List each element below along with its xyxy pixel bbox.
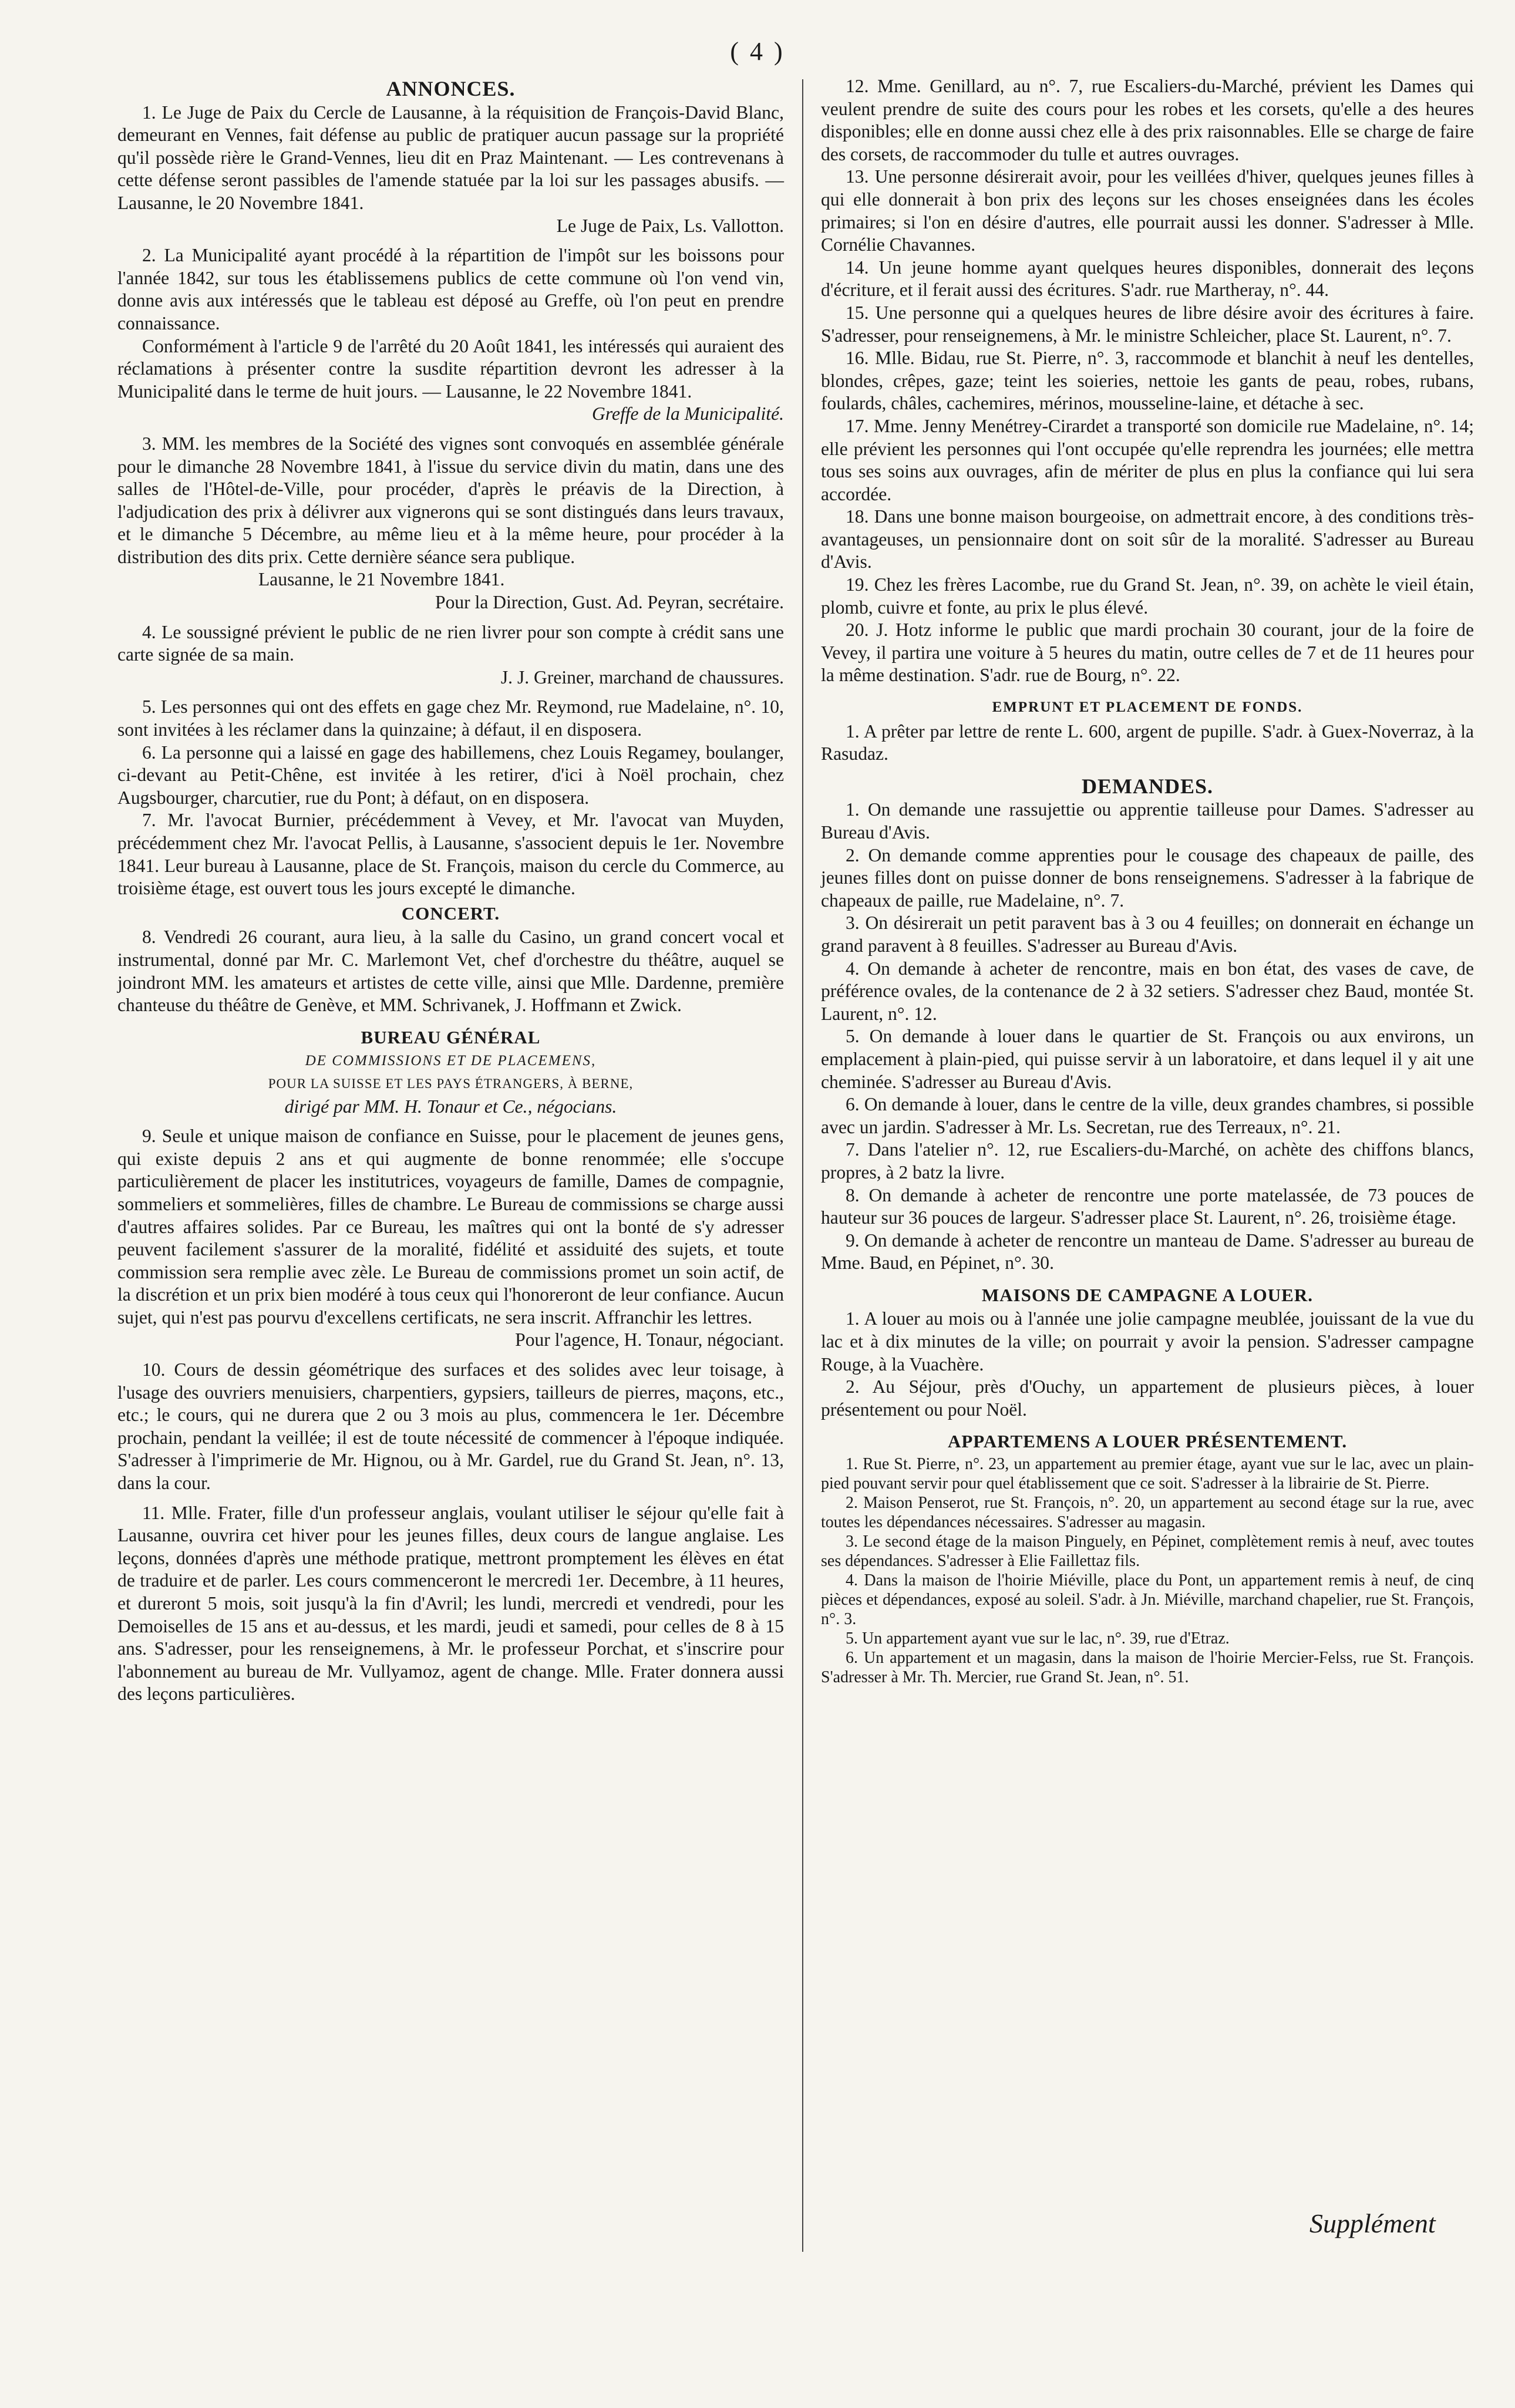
announcement: 3. Le second étage de la maison Pinguely, en Pépinet, complètement remis à neuf, avec toutes ses dépendances. S'adresser à Elie Faillettaz fils. bbox=[821, 1533, 1474, 1571]
catchword: Supplément bbox=[1309, 2208, 1436, 2238]
announcement: 18. Dans une bonne maison bourgeoise, on admettrait encore, à des conditions très-avantageuses, un pensionnaire dont on soit sûr de la moralité. S'adresser au Bureau d'Avis. bbox=[821, 506, 1474, 572]
announcement: 5. Les personnes qui ont des effets en gage chez Mr. Reymond, rue Madelaine, n°. 10, sont invitées à les réclamer dans la quinzaine; à défaut, il en disposera. bbox=[117, 696, 784, 740]
announcement: 6. Un appartement et un magasin, dans la maison de l'hoirie Mercier-Felss, rue St. François. S'adresser à Mr. Th. Mercier, rue Grand St. Jean, n°. 51. bbox=[821, 1649, 1474, 1687]
bureau-heading: BUREAU GÉNÉRAL bbox=[361, 1026, 541, 1048]
announcement: 7. Mr. l'avocat Burnier, précédemment à Vevey, et Mr. l'avocat van Muyden, précédemment chez Mr. l'avocat Pellis, à Lausanne, s'associent depuis le 1er. Novembre 1841. Leur bureau à Lausanne, place de St. François, maison du cercle du Commerce, au troisième étage, est ouvert tous les jours excepté le dimanche. bbox=[117, 810, 784, 899]
announcement: 1. Le Juge de Paix du Cercle de Lausanne, à la réquisition de François-David Blanc, demeurant en Vennes, fait défense au public de pratiquer aucun passage sur la propriété qu'il possède rière le Grand-Vennes, lieu dit en Praz Maintenant. — Les contrevenans à cette défense seront passibles de l'amende statuée par la loi sur les passages abusifs. — Lausanne, le 20 Novembre 1841. bbox=[117, 102, 784, 213]
announcement: 16. Mlle. Bidau, rue St. Pierre, n°. 3, raccommode et blanchit à neuf les dentelles, blondes, crêpes, gaze; teint les soieries, nettoie les gants de peau, robes, rubans, foulards, châles, cachemires, mérinos, mousseline-laine, et détache à sec. bbox=[821, 348, 1474, 414]
announcement: 4. On demande à acheter de rencontre, mais en bon état, des vases de cave, de préférence ovales, de la contenance de 2 à 32 setiers. S'adresser chez Baud, montée St. Laurent, n°. 12. bbox=[821, 958, 1474, 1024]
signature: Greffe de la Municipalité. bbox=[592, 403, 784, 425]
maisons-heading: MAISONS DE CAMPAGNE A LOUER. bbox=[982, 1284, 1313, 1305]
announcement: 4. Dans la maison de l'hoirie Miéville, place du Pont, un appartement remis à neuf, de cinq pièces et dépendances, exposé au soleil. S'adr. à Jn. Miéville, marchand chapelier, rue St. François, n°. 3. bbox=[821, 1571, 1474, 1629]
announcement: 4. Le soussigné prévient le public de ne rien livrer pour son compte à crédit sans une carte signée de sa main. bbox=[117, 621, 784, 665]
announcement: Conformément à l'article 9 de l'arrêté du 20 Août 1841, les intéressés qui auraient des réclamations à présenter contre la susdite répartition devront les adresser à la Municipalité dans le terme de huit jours. — Lausanne, le 22 Novembre 1841. bbox=[117, 335, 784, 402]
announcement: 2. On demande comme apprenties pour le cousage des chapeaux de paille, des jeunes filles dont on puisse donner de bons renseignemens. S'adresser à la fabrique de chapeaux de paille, rue Madelaine, n°. 7. bbox=[821, 844, 1474, 911]
left-column bbox=[117, 75, 784, 1706]
announcement: 15. Une personne qui a quelques heures de libre désire avoir des écritures à faire. S'adresser, pour renseignemens, à Mr. le ministre Schleicher, place St. Laurent, n°. 7. bbox=[821, 302, 1474, 346]
announcement: 2. Au Séjour, près d'Ouchy, un appartement de plusieurs pièces, à louer présentement ou pour Noël. bbox=[821, 1376, 1474, 1420]
announcement: 8. Vendredi 26 courant, aura lieu, à la salle du Casino, un grand concert vocal et instrumental, donné par Mr. C. Marlemont Vet, chef d'orchestre du théâtre, auquel se joindront MM. les amateurs et artistes de cette ville, ainsi que Mlle. Dardenne, première chanteuse du théâtre de Genève, et MM. Schrivanek, J. Hoffmann et Zwick. bbox=[117, 927, 784, 1016]
annonces-heading: ANNONCES. bbox=[386, 77, 516, 100]
page-number: ( 4 ) bbox=[730, 37, 785, 66]
announcement-date: Lausanne, le 21 Novembre 1841. bbox=[258, 569, 505, 590]
bureau-directors: dirigé par MM. H. Tonaur et Ce., négocians. bbox=[284, 1096, 617, 1117]
signature: Pour la Direction, Gust. Ad. Peyran, secrétaire. bbox=[435, 592, 784, 613]
bureau-subheading: DE COMMISSIONS ET DE PLACEMENS, bbox=[305, 1053, 597, 1069]
announcement: 14. Un jeune homme ayant quelques heures disponibles, donnerait des leçons d'écriture, et il ferait aussi des écritures. S'adr. rue Martheray, n°. 44. bbox=[821, 257, 1474, 301]
emprunt-heading: EMPRUNT ET PLACEMENT DE FONDS. bbox=[992, 699, 1303, 716]
right-column bbox=[821, 75, 1474, 1687]
announcement: 6. La personne qui a laissé en gage des habillemens, chez Louis Regamey, boulanger, ci-devant au Petit-Chêne, est invitée à les retirer, d'ici à Noël prochain, chez Augsbourger, charcutier, rue du Pont; à défaut, on en disposera. bbox=[117, 742, 784, 808]
announcement: 1. A louer au mois ou à l'année une jolie campagne meublée, jouissant de la vue du lac et à dix minutes de la ville; on pourrait y avoir la pension. S'adresser campagne Rouge, à la Vuachère. bbox=[821, 1308, 1474, 1375]
announcement: 10. Cours de dessin géométrique des surfaces et des solides avec leur toisage, à l'usage des ouvriers menuisiers, charpentiers, gypsiers, tailleurs de pierres, maçons, etc., etc.; le cours, qui ne durera que 2 ou 3 mois au plus, commencera le 1er. Décembre prochain, pendant la veillée; il est de toute nécessité de commencer à l'époque indiquée. S'adresser à l'imprimerie de Mr. Hignou, ou à Mr. Gardel, rue du Grand St. Jean, n°. 13, dans la cour. bbox=[117, 1359, 784, 1494]
announcement: 13. Une personne désirerait avoir, pour les veillées d'hiver, quelques jeunes filles à qui elle donnerait à bon prix des leçons sur les choses enseignées dans les écoles primaires; si l'on en désire d'autres, elle pourrait aussi les donner. S'adresser à Mlle. Cornélie Chavannes. bbox=[821, 166, 1474, 255]
bureau-subheading: POUR LA SUISSE ET LES PAYS ÉTRANGERS, À BERNE, bbox=[268, 1076, 634, 1091]
announcement: 5. On demande à louer dans le quartier de St. François ou aux environs, un emplacement à plain-pied, qui puisse servir à un laboratoire, et dans lequel il y ait une cheminée. S'adresser au Bureau d'Avis. bbox=[821, 1026, 1474, 1092]
announcement: 11. Mlle. Frater, fille d'un professeur anglais, voulant utiliser le séjour qu'elle fait à Lausanne, ouvrira cet hiver pour les jeunes filles, deux cours de langue anglaise. Les leçons, données d'après une méthode pratique, mettront promptement les élèves en état de traduire et de parler. Les cours commenceront le mercredi 1er. Decembre, à 11 heures, et dureront 5 mois, soit jusqu'à la fin d'Avril; les lundi, mercredi et vendredi, pour les Demoiselles de 15 ans et au-dessus, et les mardi, jeudi et samedi, pour celles de 8 à 15 ans. S'adresser, pour les renseignemens, à Mr. le professeur Porchat, et s'inscrire pour l'abonnement au bureau de Mr. Vullyamoz, agent de change. Mlle. Frater donnera aussi des leçons particulières. bbox=[117, 1502, 784, 1705]
announcement: 8. On demande à acheter de rencontre une porte matelassée, de 73 pouces de hauteur sur 36 pouces de largeur. S'adresser place St. Laurent, n°. 26, troisième étage. bbox=[821, 1184, 1474, 1228]
announcement: 9. Seule et unique maison de confiance en Suisse, pour le placement de jeunes gens, qui existe depuis 2 ans et qui augmente de bonne renommée; elle s'occupe particulièrement de placer les institutrices, voyageurs de famille, Dames de compagnie, sommeliers et sommelières, filles de chambre. Le Bureau de commissions se charge aussi d'autres affaires solides. Par ce Bureau, les maîtres qui ont la bonté de s'y adresser peuvent facilement s'assurer de la moralité, fidélité et assiduité des sujets, et toute commission sera remplie avec zèle. Le Bureau de commissions promet un soin actif, de la discrétion et un prix bien modéré à tous ceux qui l'honoreront de leur confiance. Aucun sujet, qui n'est pas pourvu d'excellens certificats, ne sera inscrit. Affranchir les lettres. bbox=[117, 1126, 784, 1328]
announcement: 9. On demande à acheter de rencontre un manteau de Dame. S'adresser au bureau de Mme. Baud, en Pépinet, n°. 30. bbox=[821, 1230, 1474, 1274]
column-divider bbox=[802, 79, 803, 2252]
demandes-heading: DEMANDES. bbox=[1081, 774, 1213, 798]
announcement: 17. Mme. Jenny Menétrey-Cirardet a transporté son domicile rue Madelaine, n°. 14; elle prévient les personnes qui l'ont occupée qu'elle reprendra les journées; elle mettra tous ses soins aux ouvrages, afin de mériter de plus en plus la confiance qui lui sera accordée. bbox=[821, 415, 1474, 504]
announcement: 1. A prêter par lettre de rente L. 600, argent de pupille. S'adr. à Guex-Noverraz, à la Rasudaz. bbox=[821, 720, 1474, 765]
appartemens-heading: APPARTEMENS A LOUER PRÉSENTEMENT. bbox=[947, 1431, 1348, 1452]
concert-heading: CONCERT. bbox=[401, 902, 500, 924]
apartment-list bbox=[821, 1454, 1474, 1687]
announcement: 2. La Municipalité ayant procédé à la répartition de l'impôt sur les boissons pour l'année 1842, sur tous les établissemens publics de cette commune où l'on vend vin, donne avis aux intéressés que le tableau est déposé au Greffe, où l'on peut en prendre connaissance. bbox=[117, 245, 784, 334]
announcement: 3. On désirerait un petit paravent bas à 3 ou 4 feuilles; on donnerait en échange un grand paravent à 8 feuilles. S'adresser au Bureau d'Avis. bbox=[821, 912, 1474, 956]
announcement: 5. Un appartement ayant vue sur le lac, n°. 39, rue d'Etraz. bbox=[846, 1629, 1230, 1648]
announcement: 6. On demande à louer, dans le centre de la ville, deux grandes chambres, si possible avec un jardin. S'adresser à Mr. Ls. Secretan, rue des Terreaux, n°. 21. bbox=[821, 1094, 1474, 1137]
announcement: 1. Rue St. Pierre, n°. 23, un appartement au premier étage, ayant vue sur le lac, avec un plain-pied pouvant servir pour quel établissement que ce soit. S'adresser à la librairie de St. Pierre. bbox=[821, 1455, 1474, 1493]
signature: Pour l'agence, H. Tonaur, négociant. bbox=[515, 1329, 784, 1350]
announcement: 12. Mme. Genillard, au n°. 7, rue Escaliers-du-Marché, prévient les Dames qui veulent prendre de suite des cours pour les robes et les corsets, qu'elle a des heures disponibles; elle en donne aussi chez elle à des prix raisonnables. Elle se charge de faire des corsets, de raccommoder du tulle et autres ouvrages. bbox=[821, 76, 1474, 164]
announcement: 19. Chez les frères Lacombe, rue du Grand St. Jean, n°. 39, on achète le vieil étain, plomb, cuivre et fonte, au prix le plus élevé. bbox=[821, 574, 1474, 618]
signature: J. J. Greiner, marchand de chaussures. bbox=[500, 666, 784, 688]
announcement: 3. MM. les membres de la Société des vignes sont convoqués en assemblée générale pour le dimanche 28 Novembre 1841, à l'issue du service divin du matin, dans une des salles de l'Hôtel-de-Ville, pour procéder, d'après le préavis de la Direction, à l'adjudication des prix à délivrer aux vignerons qui se sont distingués dans leurs travaux, et le dimanche 5 Décembre, au même lieu et à la même heure, pour procéder à la distribution des dits prix. Cette dernière séance sera publique. bbox=[117, 433, 784, 567]
announcement: 2. Maison Penserot, rue St. François, n°. 20, un appartement au second étage sur la rue, avec toutes les dépendances nécessaires. S'adresser au magasin. bbox=[821, 1494, 1474, 1532]
announcement: 7. Dans l'atelier n°. 12, rue Escaliers-du-Marché, on achète des chiffons blancs, propres, à 2 batz la livre. bbox=[821, 1139, 1474, 1183]
signature: Le Juge de Paix, Ls. Vallotton. bbox=[556, 215, 784, 236]
announcement: 20. J. Hotz informe le public que mardi prochain 30 courant, jour de la foire de Vevey, il partira une voiture à 5 heures du matin, outre celles de 7 et de 11 heures pour la même destination. S'adr. rue de Bourg, n°. 22. bbox=[821, 619, 1474, 686]
announcement: 1. On demande une rassujettie ou apprentie tailleuse pour Dames. S'adresser au Bureau d'Avis. bbox=[821, 799, 1474, 843]
